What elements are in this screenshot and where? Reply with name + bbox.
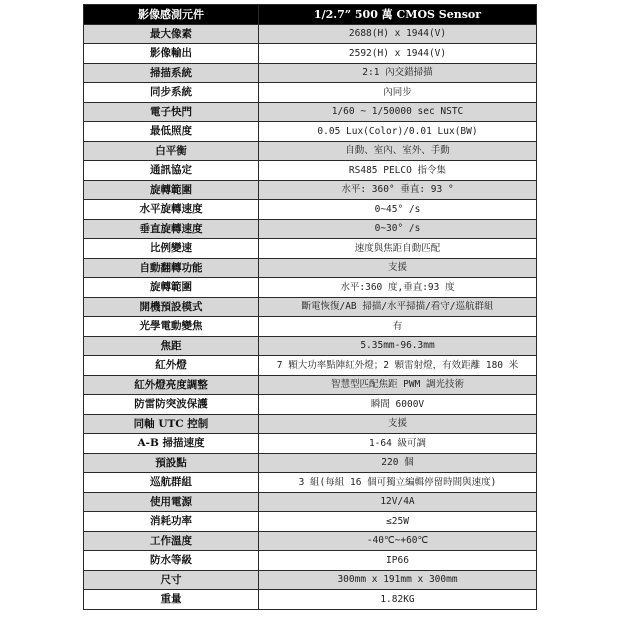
table-row — [84, 297, 537, 317]
spec-value: RS485 PELCO 指令集 — [259, 161, 537, 181]
spec-value: 支援 — [259, 414, 537, 434]
table-row — [84, 570, 537, 590]
table-row — [84, 278, 537, 298]
spec-value: 智慧型匹配焦距 PWM 調光技術 — [259, 375, 537, 395]
spec-value: -40℃~+60℃ — [259, 531, 537, 551]
spec-value: 2592(H) x 1944(V) — [259, 44, 537, 64]
table-row — [84, 44, 537, 64]
table-row — [84, 239, 537, 259]
spec-label: 預設點 — [84, 453, 259, 473]
spec-value: 12V/4A — [259, 492, 537, 512]
spec-label: 巡航群組 — [84, 473, 259, 493]
spec-value: 水平:360 度,垂直:93 度 — [259, 278, 537, 298]
spec-label: 光學電動變焦 — [84, 317, 259, 337]
spec-label: 工作溫度 — [84, 531, 259, 551]
spec-label: 使用電源 — [84, 492, 259, 512]
spec-label: 通訊協定 — [84, 161, 259, 181]
spec-value: 自動、室內、室外、手動 — [259, 141, 537, 161]
table-row — [84, 434, 537, 454]
spec-label: 旋轉範圍 — [84, 278, 259, 298]
table-row — [84, 141, 537, 161]
spec-value: 2:1 內交錯掃描 — [259, 63, 537, 83]
table-row — [84, 512, 537, 532]
table-row — [84, 414, 537, 434]
spec-label: 重量 — [84, 590, 259, 610]
header-value: 1/2.7” 500 萬 CMOS Sensor — [259, 5, 537, 25]
spec-label: 防水等級 — [84, 551, 259, 571]
table-row — [84, 63, 537, 83]
spec-value: 0~30° /s — [259, 219, 537, 239]
table-row — [84, 356, 537, 376]
table-row — [84, 258, 537, 278]
table-row — [84, 24, 537, 44]
table-row — [84, 492, 537, 512]
spec-table — [83, 4, 537, 610]
table-row — [84, 83, 537, 103]
spec-label: 比例變速 — [84, 239, 259, 259]
header-label: 影像感測元件 — [84, 5, 259, 25]
spec-label: 焦距 — [84, 336, 259, 356]
table-row — [84, 453, 537, 473]
spec-value: 斷電恢復/AB 掃描/水平掃描/看守/巡航群組 — [259, 297, 537, 317]
spec-value: 0.05 Lux(Color)/0.01 Lux(BW) — [259, 122, 537, 142]
table-row — [84, 317, 537, 337]
table-row — [84, 102, 537, 122]
table-row — [84, 200, 537, 220]
table-row — [84, 590, 537, 610]
table-row — [84, 336, 537, 356]
table-row — [84, 395, 537, 415]
table-row — [84, 473, 537, 493]
spec-label: 白平衡 — [84, 141, 259, 161]
spec-value: 3 組(每組 16 個可獨立編輯停留時間與速度) — [259, 473, 537, 493]
table-row — [84, 551, 537, 571]
spec-value: ≤25W — [259, 512, 537, 532]
spec-label: 紅外燈亮度調整 — [84, 375, 259, 395]
table-row — [84, 161, 537, 181]
spec-label: 自動翻轉功能 — [84, 258, 259, 278]
table-row — [84, 122, 537, 142]
spec-value: 內同步 — [259, 83, 537, 103]
spec-label: 防雷防突波保護 — [84, 395, 259, 415]
table-row — [84, 180, 537, 200]
spec-label: 同軸 UTC 控制 — [84, 414, 259, 434]
spec-value: 2688(H) x 1944(V) — [259, 24, 537, 44]
spec-label: 掃描系統 — [84, 63, 259, 83]
spec-value: 7 顆大功率點陣紅外燈；2 顆雷射燈，有效距離 180 米 — [259, 356, 537, 376]
spec-label: 尺寸 — [84, 570, 259, 590]
spec-value: 瞬間 6000V — [259, 395, 537, 415]
spec-label: 同步系統 — [84, 83, 259, 103]
spec-label: 電子快門 — [84, 102, 259, 122]
spec-value: 有 — [259, 317, 537, 337]
spec-label: A-B 掃描速度 — [84, 434, 259, 454]
table-row — [84, 375, 537, 395]
table-header-row — [84, 5, 537, 25]
spec-label: 影像輸出 — [84, 44, 259, 64]
spec-table-body — [84, 5, 537, 610]
spec-label: 開機預設模式 — [84, 297, 259, 317]
spec-label: 消耗功率 — [84, 512, 259, 532]
spec-value: 0~45° /s — [259, 200, 537, 220]
spec-label: 紅外燈 — [84, 356, 259, 376]
spec-value: 300mm x 191mm x 300mm — [259, 570, 537, 590]
spec-value: 水平: 360° 垂直: 93 ° — [259, 180, 537, 200]
spec-value: IP66 — [259, 551, 537, 571]
spec-value: 5.35mm-96.3mm — [259, 336, 537, 356]
spec-value: 1/60 ~ 1/50000 sec NSTC — [259, 102, 537, 122]
table-row — [84, 531, 537, 551]
spec-label: 垂直旋轉速度 — [84, 219, 259, 239]
spec-value: 1-64 級可調 — [259, 434, 537, 454]
table-row — [84, 219, 537, 239]
spec-label: 最大像素 — [84, 24, 259, 44]
spec-value: 速度與焦距自動匹配 — [259, 239, 537, 259]
spec-value: 1.82KG — [259, 590, 537, 610]
spec-value: 支援 — [259, 258, 537, 278]
spec-label: 旋轉範圍 — [84, 180, 259, 200]
spec-value: 220 個 — [259, 453, 537, 473]
spec-label: 最低照度 — [84, 122, 259, 142]
spec-label: 水平旋轉速度 — [84, 200, 259, 220]
